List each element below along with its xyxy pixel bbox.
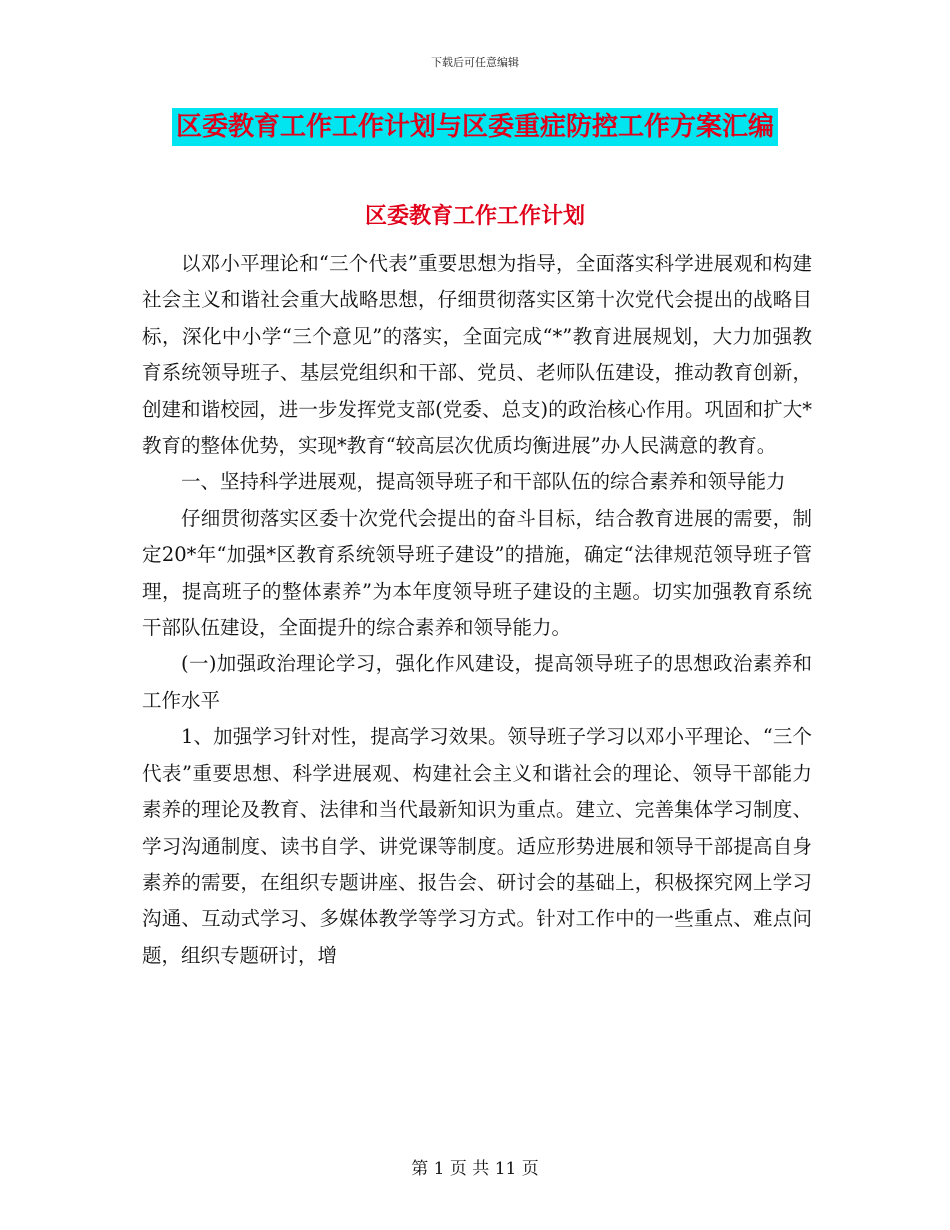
document-title-container xyxy=(0,108,950,146)
page-header-note: 下载后可任意编辑 xyxy=(431,56,519,69)
body-paragraph: 1、加强学习针对性，提高学习效果。领导班子学习以邓小平理论、“三个代表”重要思想、科学进展观、构建社会主义和谐社会的理论、领导干部能力素养的理论及教育、法律和当代最新知识为重点。建立、完善集体学习制度、学习沟通制度、读书自学、讲党课等制度。适应形势进展和领导干部提高自身素养的需要，在组织专题讲座、报告会、研讨会的基础上，积极探究网上学习沟通、互动式学习、多媒体教学等学习方式。针对工作中的一些重点、难点问题，组织专题研讨，增 xyxy=(142,725,812,967)
body-paragraph: 一、坚持科学进展观，提高领导班子和干部队伍的综合素养和领导能力 xyxy=(181,470,786,494)
body-paragraph: 仔细贯彻落实区委十次党代会提出的奋斗目标，结合教育进展的需要，制定20*年“加强*区教育系统领导班子建设”的措施，确定“法律规范领导班子管理，提高班子的整体素养”为本年度领导班子建设的主题。切实加强教育系统干部队伍建设，全面提升的综合素养和领导能力。 xyxy=(142,506,812,640)
page-number: 第 1 页 共 11 页 xyxy=(411,1159,539,1179)
document-body xyxy=(142,246,812,974)
body-paragraph: (一)加强政治理论学习，强化作风建设，提高领导班子的思想政治素养和工作水平 xyxy=(142,652,812,712)
body-paragraph: 以邓小平理论和“三个代表”重要思想为指导，全面落实科学进展观和构建社会主义和谐社会重大战略思想，仔细贯彻落实区第十次党代会提出的战略目标，深化中小学“三个意见”的落实，全面完成“*”教育进展规划，大力加强教育系统领导班子、基层党组织和干部、党员、老师队伍建设，推动教育创新，创建和谐校园，进一步发挥党支部(党委、总支)的政治核心作用。巩固和扩大*教育的整体优势，实现*教育“较高层次优质均衡进展”办人民满意的教育。 xyxy=(142,252,812,458)
section-title: 区委教育工作工作计划 xyxy=(364,203,585,229)
document-title: 区委教育工作工作计划与区委重症防控工作方案汇编 xyxy=(172,108,778,146)
